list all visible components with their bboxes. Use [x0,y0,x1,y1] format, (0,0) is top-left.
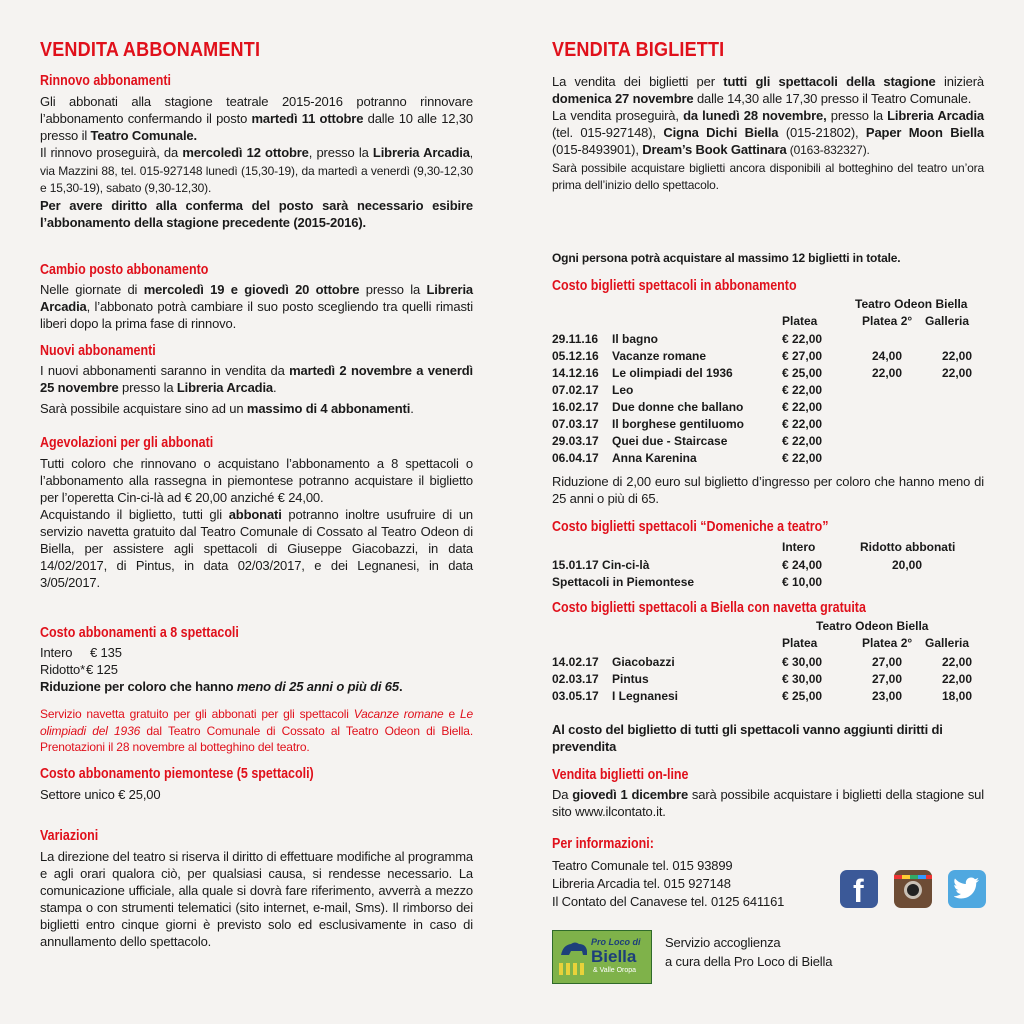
row-galleria: 22,00 [941,348,972,363]
navetta-col-platea2: Platea 2° [862,636,913,650]
piemontese-heading: Costo abbonamento piemontese (5 spettacoli) [40,766,314,782]
proloco-logo [552,930,652,984]
row-title: Le olimpiadi del 1936 [612,365,733,380]
biglietti-title: VENDITA BIGLIETTI [552,38,725,61]
row-platea2 [850,381,902,398]
col-galleria: Galleria [925,314,970,328]
row-title: Vacanze romane [612,348,707,363]
logo-text-2: Biella [591,947,637,966]
info-contacts: Teatro Comunale tel. 015 93899 Libreria Arcadia tel. 015 927148 Il Contato del Canavese tel. 0125 641161 [552,858,785,909]
row-platea: € 22,00 [782,382,823,397]
row-date: 03.05.17 [552,688,599,703]
diritti-note: Al costo del biglietto di tutti gli spettacoli vanno aggiunti diritti di prevendita [552,722,943,754]
row-title: Il borghese gentiluomo [612,416,745,431]
row-date: 07.03.17 [552,416,599,431]
table-row [552,330,972,347]
biglietti-intro: La vendita dei biglietti per tutti gli spettacoli della stagione inizierà domenica 27 novembre dalle 14,30 alle 17,30 presso il Teatro Comunale. La vendita proseguirà, da lunedì 28 novembre, presso la Libreria Arcadia (tel. 015-927148), Cigna Dichi Biella (015-21802), Paper Moon Biella (015-8493901), Dream’s Book Gattinara (0163-832327). Sarà possibile acquistare biglietti ancora disponibili al botteghino del teatro un’ora prima dell’inizio dello spettacolo. [552,74,985,192]
logo-text-3: & Valle Oropa [593,967,637,974]
table-row [552,415,972,432]
row-platea2 [850,449,902,466]
row-platea: € 30,00 [782,654,823,669]
col-intero: Intero [782,540,816,554]
row-date: 14.12.16 [552,365,599,380]
row-platea: € 22,00 [782,331,823,346]
row-galleria: 22,00 [941,365,972,380]
row-galleria [902,330,972,347]
row-title: Quei due - Staircase [612,433,728,448]
table-row [552,670,972,687]
abbonamento-price-table [552,330,972,466]
online-text: Da giovedì 1 dicembre sarà possibile acquistare i biglietti della stagione sul sito www.ilcontato.it. [552,787,985,819]
navetta-odeon-header: Teatro Odeon Biella [816,619,929,633]
table-row [552,432,972,449]
row-platea: € 22,00 [782,399,823,414]
row-title: Pintus [612,671,649,686]
navetta-col-platea: Platea [782,636,818,650]
piemontese-text: Settore unico € 25,00 [40,787,161,802]
odeon-header: Teatro Odeon Biella [855,297,968,311]
row-date: 07.02.17 [552,382,599,397]
row-date: 06.04.17 [552,450,599,465]
table-row [552,398,972,415]
table-row [552,449,972,466]
row-galleria [902,415,972,432]
row-platea2: 23,00 [871,688,902,703]
proloco-text: Servizio accoglienza a cura della Pro Loco di Biella [665,935,833,969]
row-date: 29.03.17 [552,433,599,448]
info-heading: Per informazioni: [552,836,654,852]
variazioni-heading: Variazioni [40,828,99,844]
row-platea2 [850,398,902,415]
row-galleria [902,398,972,415]
agevolazioni-text: Tutti coloro che rinnovano o acquistano l’abbonamento a 8 spettacoli o l’abbonamento alla rassegna in piemontese potranno acquistare il biglietto per l’operetta Cin-ci-là ad € 20,00 anziché € 24,00. Acquistando il biglietto, tutti gli abbonati potranno inoltre usufruire di un servizio navetta gratuito dal Teatro Comunale di Cossato al Teatro Odeon di Biella, per assistere agli spettacoli di Giuseppe Giacobazzi, in data 14/02/2017, di Pintus, in data 02/03/2017, e dei Legnanesi, in data 3/05/2017. [40,456,473,590]
row-galleria: 22,00 [941,654,972,669]
row-galleria [902,381,972,398]
cambio-heading: Cambio posto abbonamento [40,262,209,278]
riduzione-note: Riduzione di 2,00 euro sul biglietto d’ingresso per coloro che hanno meno di 25 anni o più di 65. [552,474,984,506]
agevolazioni-heading: Agevolazioni per gli abbonati [40,435,214,451]
row-platea2: 27,00 [871,671,902,686]
col-platea: Platea [782,314,818,328]
row-galleria [902,449,972,466]
row-intero: € 24,00 [782,557,823,572]
table-row [552,653,972,670]
row-platea: € 30,00 [782,671,823,686]
row-platea: € 22,00 [782,416,823,431]
col-platea2: Platea 2° [862,314,913,328]
col-ridotto: Ridotto abbonati [860,540,956,554]
row-platea: € 25,00 [782,688,823,703]
row-date: 05.12.16 [552,348,599,363]
costo8-text: Intero € 135 Ridotto*€ 125 Riduzione per coloro che hanno meno di 25 anni o più di 65. [40,645,403,694]
row-label: Spettacoli in Piemontese [552,574,695,589]
row-platea: € 22,00 [782,450,823,465]
table-row [552,347,972,364]
variazioni-text: La direzione del teatro si riserva il diritto di effettuare modifiche al programma e agli orari qualora ciò, per qualsiasi causa, si rendesse necessario. La comunicazione ufficiale, alla quale si dovrà fare riferimento, avverrà a mezzo stampa o con strumenti telematici (sito internet, e-mail, Sms). Il rimborso dei biglietti entro cinque giorni è previsto solo ed esclusivamente in caso di annullamento dello spettacolo. [40,849,473,949]
row-date: 02.03.17 [552,671,599,686]
row-intero: € 10,00 [782,574,823,589]
logo-decoration [559,963,587,975]
row-title: Il bagno [612,331,658,346]
twitter-icon[interactable] [948,870,986,908]
table-row [552,556,932,573]
row-platea2 [850,432,902,449]
rinnovo-text: Gli abbonati alla stagione teatrale 2015-2016 potranno rinnovare l’abbonamento confermando il posto martedì 11 ottobre dalle 10 alle 12,30 presso il Teatro Comunale. Il rinnovo proseguirà, da mercoledì 12 ottobre, presso la Libreria Arcadia, via Mazzini 88, tel. 015-927148 lunedì (15,30-19), da martedì a venerdì (9,30-12,30 e 15,30-19), sabato (9,30-12,30). Per avere diritto alla conferma del posto sarà necessario esibire l’abbonamento della stagione precedente (2015-2016). [40,94,473,230]
row-galleria: 18,00 [941,688,972,703]
row-platea2: 22,00 [871,365,902,380]
row-title: Leo [612,382,634,397]
row-platea: € 22,00 [782,433,823,448]
bear-icon [559,939,589,959]
nuovi-text: I nuovi abbonamenti saranno in vendita da martedì 2 novembre a venerdì 25 novembre presso la Libreria Arcadia. Sarà possibile acquistare sino ad un massimo di 4 abbonamenti. [40,363,473,416]
row-platea: € 25,00 [782,365,823,380]
row-galleria: 22,00 [941,671,972,686]
row-galleria [902,432,972,449]
row-title: Due donne che ballano [612,399,744,414]
row-title: Anna Karenina [612,450,697,465]
table-row [552,573,932,590]
table-row [552,381,972,398]
row-date: 29.11.16 [552,331,599,346]
row-platea2: 27,00 [871,654,902,669]
online-heading: Vendita biglietti on-line [552,767,689,783]
row-date: 16.02.17 [552,399,599,414]
navetta-prices-heading: Costo biglietti spettacoli a Biella con navetta gratuita [552,600,866,616]
row-ridotto: 20,00 [892,557,923,572]
domeniche-price-table [552,556,932,590]
cambio-text: Nelle giornate di mercoledì 19 e giovedì 20 ottobre presso la Libreria Arcadia, l’abbonato potrà cambiare il suo posto scegliendo tra quelli rimasti liberi dopo la prima fase di rinnovo. [40,282,473,331]
costo8-heading: Costo abbonamenti a 8 spettacoli [40,625,239,641]
row-ridotto [892,573,932,590]
row-platea: € 27,00 [782,348,823,363]
row-platea2 [850,415,902,432]
nuovi-heading: Nuovi abbonamenti [40,343,156,359]
table-row [552,687,972,704]
instagram-icon[interactable] [894,870,932,908]
abbonamento-prices-heading: Costo biglietti spettacoli in abbonamento [552,278,797,294]
table-row [552,364,972,381]
row-platea2 [850,330,902,347]
rinnovo-heading: Rinnovo abbonamenti [40,73,171,89]
row-date: 14.02.17 [552,654,599,669]
navetta-price-table [552,653,972,704]
facebook-icon[interactable]: f [840,870,878,908]
row-label: 15.01.17 Cin-ci-là [552,557,650,572]
domeniche-heading: Costo biglietti spettacoli “Domeniche a teatro” [552,519,829,535]
max-tickets-note: Ogni persona potrà acquistare al massimo 12 biglietti in totale. [552,251,901,265]
logo-text-1: Pro Loco di [591,937,641,947]
row-title: Giacobazzi [612,654,675,669]
abbonamenti-title: VENDITA ABBONAMENTI [40,38,261,61]
row-platea2: 24,00 [871,348,902,363]
row-title: I Legnanesi [612,688,679,703]
navetta-note: Servizio navetta gratuito per gli abbonati per gli spettacoli Vacanze romane e Le olimpiadi del 1936 dal Teatro Comunale di Cossato al Teatro Odeon di Biella. Prenotazioni il 28 novembre al botteghino del teatro. [40,707,473,754]
navetta-col-galleria: Galleria [925,636,970,650]
